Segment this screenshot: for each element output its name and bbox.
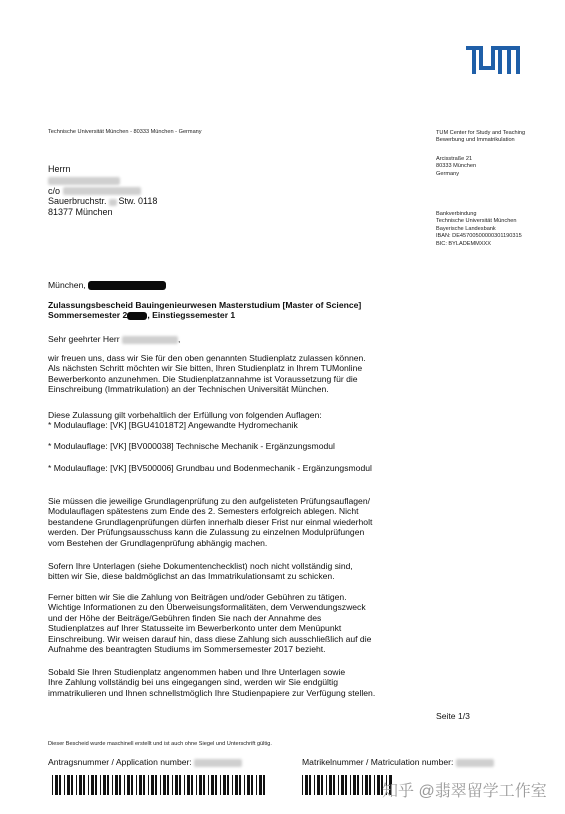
- barcode-bar: [235, 775, 238, 795]
- recipient-salutation: Herrn: [48, 164, 71, 174]
- recipient-city: 81377 München: [48, 207, 113, 218]
- barcode-bar: [199, 775, 202, 795]
- barcode-bar: [163, 775, 166, 795]
- barcode-bar: [59, 775, 61, 795]
- paragraph-1: wir freuen uns, dass wir Sie für den oben genannten Studienplatz zulassen können. Als nächsten Schritt möchten wir Sie bitten, Ihren Studienplatz in Ihrem TUMonline Bewerberkonto anzunehmen. Die Studienplatzannahme ist Voraussetzung für die Einschreibung (Immatrikulation) an der Technischen Universität München.: [48, 353, 366, 395]
- barcode-bar: [263, 775, 265, 795]
- barcode-bar: [143, 775, 145, 795]
- barcode-bar: [314, 775, 315, 795]
- application-number: Antragsnummer / Application number:: [48, 757, 242, 767]
- barcode-application: [52, 775, 266, 795]
- barcode-bar: [333, 775, 335, 795]
- bank-line: Technische Universität München: [436, 218, 517, 225]
- barcode-bar: [256, 775, 257, 795]
- barcode-bar: [136, 775, 137, 795]
- barcode-bar: [232, 775, 233, 795]
- barcode-bar: [374, 775, 375, 795]
- barcode-bar: [329, 775, 332, 795]
- matriculation-number: Matrikelnummer / Matriculation number:: [302, 757, 494, 767]
- barcode-bar: [67, 775, 70, 795]
- address-line: 80333 München: [436, 163, 477, 170]
- barcode-bar: [357, 775, 359, 795]
- barcode-bar: [191, 775, 193, 795]
- subject-line-2: Sommersemester 2 , Einstiegssemester 1: [48, 310, 236, 321]
- barcode-bar: [151, 775, 154, 795]
- barcode-bar: [187, 775, 190, 795]
- barcode-bar: [107, 775, 109, 795]
- barcode-bar: [317, 775, 320, 795]
- center-info: [436, 130, 525, 145]
- footer-note: Dieser Bescheid wurde maschinell erstellt und ist auch ohne Siegel und Unterschrift gültig.: [48, 741, 272, 747]
- watermark: 知乎 @翡翠留学工作室: [382, 783, 547, 800]
- barcode-bar: [52, 775, 53, 795]
- barcode-bar: [83, 775, 85, 795]
- barcode-bar: [95, 775, 97, 795]
- barcode-bar: [345, 775, 347, 795]
- barcode-bar: [350, 775, 351, 795]
- barcode-bar: [321, 775, 323, 795]
- barcode-bar: [196, 775, 197, 795]
- barcode-bar: [139, 775, 142, 795]
- barcode-bar: [100, 775, 101, 795]
- page-number: Seite 1/3: [436, 711, 470, 721]
- barcode-bar: [365, 775, 368, 795]
- barcode-bar: [172, 775, 173, 795]
- barcode-bar: [259, 775, 262, 795]
- barcode-bar: [179, 775, 181, 795]
- greeting: Sehr geehrter Herr ,: [48, 334, 181, 344]
- barcode-bar: [175, 775, 178, 795]
- address-line: Germany: [436, 170, 460, 177]
- barcode-bar: [103, 775, 106, 795]
- recipient-address: [48, 164, 157, 218]
- barcode-bar: [148, 775, 149, 795]
- address-line: Arcisstraße 21: [436, 156, 473, 162]
- barcode-bar: [215, 775, 217, 795]
- barcode-bar: [71, 775, 73, 795]
- barcode-matriculation: [302, 775, 392, 795]
- barcode-bar: [227, 775, 229, 795]
- recipient-co: c/o: [48, 186, 157, 197]
- barcode-bar: [369, 775, 371, 795]
- barcode-bar: [326, 775, 327, 795]
- barcode-bar: [127, 775, 130, 795]
- barcode-bar: [220, 775, 221, 795]
- paragraph-3: Sie müssen die jeweilige Grundlagenprüfung zu den aufgelisteten Prüfungsauflagen/ Modulauflagen spätestens zum Ende des 2. Semesters erfolgreich ablegen. Nicht bestandene Grundlagenprüfungen dürfen innerhalb dieser Frist nur einmal wiederholt werden. Der Prüfungsausschuss kann die Zulassung zu einzelnen Modulprüfungen vom Bestehen der Grundlagenprüfung abhängig machen.: [48, 496, 373, 548]
- tum-logo: [466, 46, 520, 74]
- bank-line: Bankverbindung: [436, 211, 477, 217]
- barcode-bar: [208, 775, 209, 795]
- paragraph-4: Sofern Ihre Unterlagen (siehe Dokumentenchecklist) noch nicht vollständig sind, bitten wir Sie, diese baldmöglichst an das Immatrikulationsamt zu schicken.: [48, 561, 353, 582]
- barcode-bar: [155, 775, 157, 795]
- barcode-bar: [91, 775, 94, 795]
- paragraph-6: Sobald Sie Ihren Studienplatz angenommen haben und Ihre Unterlagen sowie Ihre Zahlung vollständig bei uns eingegangen sind, werden wir Sie endgültig immatrikulieren und Ihnen schnellstmöglich Ihre Studienpapiere zur Verfügung stellen.: [48, 667, 376, 698]
- recipient-street: Sauerbruchstr. Stw. 0118: [48, 196, 158, 207]
- barcode-bar: [64, 775, 65, 795]
- barcode-bar: [184, 775, 185, 795]
- bank-block: [436, 211, 522, 248]
- barcode-bar: [211, 775, 214, 795]
- address-block: [436, 156, 476, 178]
- subject: [48, 300, 361, 321]
- barcode-bar: [362, 775, 363, 795]
- barcode-bar: [88, 775, 89, 795]
- barcode-bar: [167, 775, 169, 795]
- date-line: München,: [48, 280, 166, 290]
- barcode-bar: [251, 775, 253, 795]
- recipient-name-redacted: [48, 175, 157, 186]
- barcode-bar: [55, 775, 58, 795]
- barcode-bar: [244, 775, 245, 795]
- paragraph-5: Ferner bitten wir Sie die Zahlung von Beiträgen und/oder Gebühren zu tätigen. Wichtige Informationen zu den Überweisungsformalitäten, dem Verwendungszweck und der Höhe der Beiträge/Gebühren finden Sie nach der Annahme des Studienplatzes auf Ihrer Statusseite im Bewerberkonto unter dem Menüpunkt Einschreibung. Wir weisen darauf hin, dass diese Zahlung sich ausschließlich auf die Aufnahme des beantragten Studiums im Sommersemester 2017 bezieht.: [48, 592, 372, 655]
- center-line: Bewerbung und Immatrikulation: [436, 137, 515, 144]
- barcode-bar: [131, 775, 133, 795]
- barcode-bar: [305, 775, 308, 795]
- bank-line: BIC: BYLADEMMXXX: [436, 240, 492, 247]
- center-line: TUM Center for Study and Teaching: [436, 130, 526, 136]
- barcode-bar: [203, 775, 205, 795]
- subject-line-1: Zulassungsbescheid Bauingenieurwesen Masterstudium [Master of Science]: [48, 300, 362, 310]
- barcode-bar: [309, 775, 311, 795]
- barcode-bar: [112, 775, 113, 795]
- barcode-bar: [124, 775, 125, 795]
- barcode-bar: [338, 775, 339, 795]
- barcode-bar: [79, 775, 82, 795]
- barcode-bar: [377, 775, 380, 795]
- barcode-bar: [247, 775, 250, 795]
- barcode-bar: [302, 775, 303, 795]
- bank-line: IBAN: DE45700500000301190315: [436, 233, 522, 240]
- paragraph-conditions: Diese Zulassung gilt vorbehaltlich der Erfüllung von folgenden Auflagen: * Modulauflage: [VK] [BGU41018T2] Angewandte Hydromechanik: [48, 410, 322, 431]
- barcode-bar: [115, 775, 118, 795]
- modul-2: * Modulauflage: [VK] [BV000038] Technische Mechanik - Ergänzungsmodul: [48, 441, 335, 451]
- barcode-bar: [239, 775, 241, 795]
- bank-line: Bayerische Landesbank: [436, 225, 496, 232]
- modul-3: * Modulauflage: [VK] [BV500006] Grundbau und Bodenmechanik - Ergänzungsmodul: [48, 463, 372, 473]
- sender-line: Technische Universität München - 80333 München - Germany: [48, 129, 202, 135]
- barcode-bar: [119, 775, 121, 795]
- barcode-bar: [341, 775, 344, 795]
- barcode-bar: [76, 775, 77, 795]
- barcode-bar: [160, 775, 161, 795]
- barcode-bar: [223, 775, 226, 795]
- barcode-bar: [353, 775, 356, 795]
